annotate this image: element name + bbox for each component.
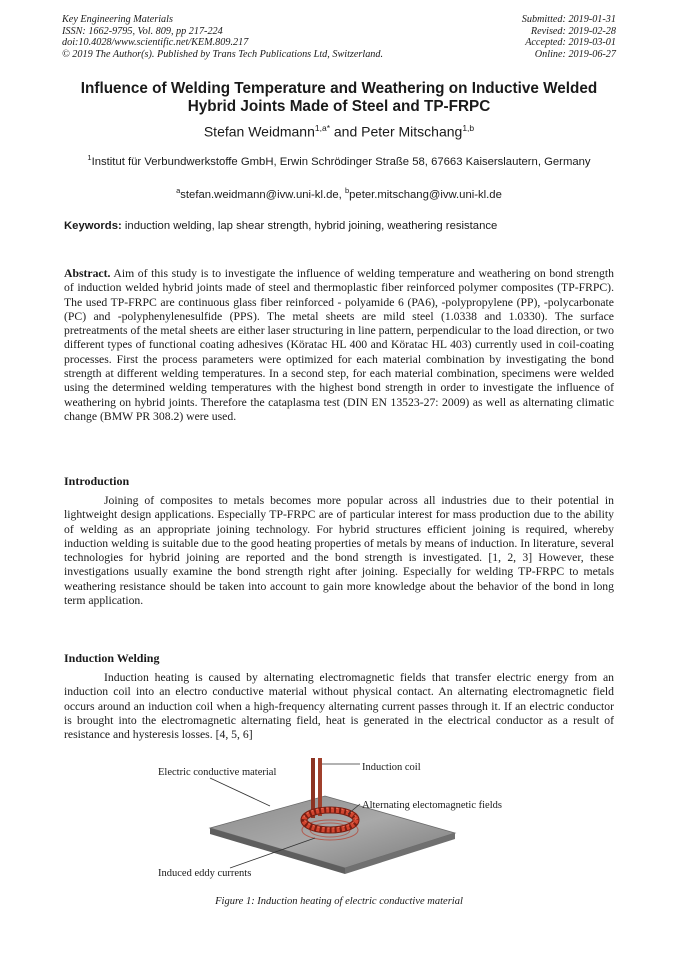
keywords-label: Keywords: xyxy=(64,220,122,232)
date-revised: Revised: 2019-02-28 xyxy=(530,25,616,37)
figure-label-material: Electric conductive material xyxy=(158,767,277,778)
section-heading-introduction: Introduction xyxy=(64,474,130,488)
journal-copyright: © 2019 The Author(s). Published by Trans Tech Publications Ltd, Switzerland. xyxy=(62,48,384,60)
journal-issn: ISSN: 1662-9795, Vol. 809, pp 217-224 xyxy=(62,25,223,37)
abstract-text: Aim of this study is to investigate the influence of welding temperature and weathering on bond strength of induction welded hybrid joints made of steel and thermoplastic fiber reinforced polymer composites (TP-FRPC). The used TP-FRPC are continuous glass fiber reinforced - polyamide 6 (PA6), -polypropylene (PP), -polycarbonate (PC) and -polyphenylenesulfide (PPS). The metal sheets are mild steel (1.0338 and 1.0330). The surface pretreatments of the metal sheets are either laser structuring in line pattern, perpendicular to the load direction, or two different types of functional coating adhesives (Köratac HL 400 and Köratac HL 403) currently used in coil-coating processes. First the process parameters were optimized for each material combination by investigating the bond strength at different welding temperatures. In a second step, for each material combination, specimens were welded using the determined welding temperatures with the highest bond strength in order to investigate the influence of weathering on hybrid joints. Therefore the cataplasma test (DIN EN 13523-27: 2009) as well as alternating climatic change (BMW PR 308.2) were used. xyxy=(64,267,614,423)
journal-info xyxy=(62,14,383,60)
email-superscript: b xyxy=(344,186,350,195)
submission-dates xyxy=(522,14,616,60)
email-superscript: a xyxy=(176,186,181,195)
abstract xyxy=(64,267,614,424)
author-name: Peter Mitschang xyxy=(361,123,463,140)
induction-paragraph: Induction heating is caused by alternating electromagnetic fields that transfer electric energy from an induction coil into an electro conductive material without physical contact. An alternating electromagnetic field occurs around an induction coil when a high-frequency alternating current passes through it. If an electric conductor is brought into the electromagnetic alternating field, heat is generated in the electrical conductor as a result of resistance and hysteresis losses. [4, 5, 6] xyxy=(64,671,614,742)
date-accepted: Accepted: 2019-03-01 xyxy=(525,37,616,49)
journal-doi: doi:10.4028/www.scientific.net/KEM.809.217 xyxy=(62,37,249,49)
author-line xyxy=(40,123,638,140)
date-submitted: Submitted: 2019-01-31 xyxy=(521,14,616,25)
paper-title: Influence of Welding Temperature and Weathering on Inductive Welded Hybrid Joints Made of Steel and TP-FRPC xyxy=(80,80,598,115)
figure-label-fields: Alternating electomagnetic fields xyxy=(362,800,502,811)
author-name: Stefan Weidmann xyxy=(203,123,315,140)
section-heading-induction-welding: Induction Welding xyxy=(64,651,160,665)
journal-name: Key Engineering Materials xyxy=(62,14,173,25)
leader-line-material xyxy=(210,778,270,806)
author-emails xyxy=(40,186,638,201)
affiliation-superscript: 1 xyxy=(87,153,92,162)
author-conjunction: and xyxy=(330,123,362,140)
date-online: Online: 2019-06-27 xyxy=(534,48,616,60)
author-superscript: 1,a* xyxy=(314,123,330,133)
figure-label-eddy: Induced eddy currents xyxy=(158,868,252,879)
email-link[interactable]: stefan.weidmann@ivw.uni-kl.de xyxy=(180,188,339,201)
keywords-text: induction welding, lap shear strength, hybrid joining, weathering resistance xyxy=(121,220,498,232)
introduction-paragraph: Joining of composites to metals becomes more popular across all industries due to their potential in lightweight design applications. Especially TP-FRPC are of particular interest for mass production due to the ability of welding as an appropriate joining technology. For hybrid structures efficient joining is required, whereby induction welding is suitable due to the good heating properties of metals by means of induction. In literature, several technologies for hybrid joining are reported and the bond strength is investigated. [1, 2, 3] However, these investigations usually examine the bond strength right after joining. Especially for welding TP-FRPC to metals weathering resistance should be taken into account to gain more knowledge about the behavior of the bond in long term application. xyxy=(64,494,614,608)
affiliation xyxy=(80,150,598,170)
author-superscript: 1,b xyxy=(462,123,475,133)
email-separator: , xyxy=(338,188,345,201)
keywords xyxy=(64,220,616,232)
affiliation-text: Institut für Verbundwerkstoffe GmbH, Erwin Schrödinger Straße 58, 67663 Kaiserslautern, Germany xyxy=(91,155,591,168)
email-link[interactable]: peter.mitschang@ivw.uni-kl.de xyxy=(349,188,502,201)
figure-label-coil: Induction coil xyxy=(362,762,421,773)
abstract-label: Abstract. xyxy=(64,267,111,280)
figure-caption: Figure 1: Induction heating of electric conductive material xyxy=(215,896,463,907)
